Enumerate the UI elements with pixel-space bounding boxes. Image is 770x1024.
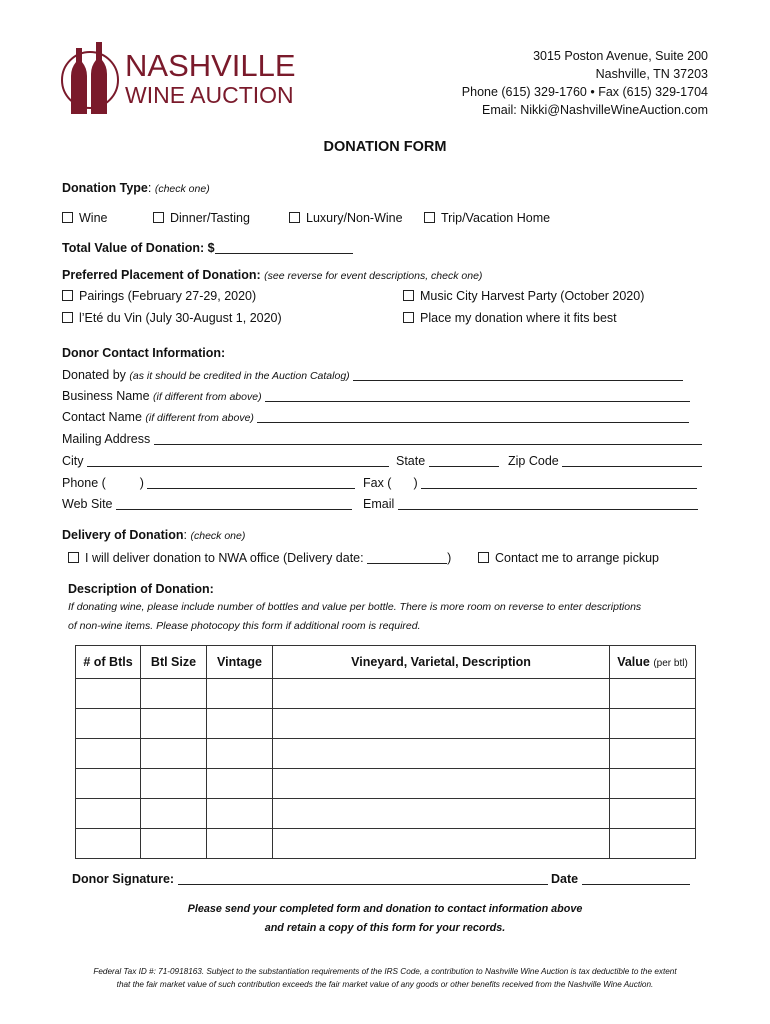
donor-signature-field[interactable]: Donor Signature: bbox=[72, 872, 548, 886]
col-header-bottle-size: Btl Size bbox=[141, 646, 207, 679]
placement-option-pairings[interactable]: Pairings (February 27-29, 2020) bbox=[62, 289, 256, 303]
table-cell[interactable] bbox=[273, 799, 610, 829]
zip-field[interactable]: Zip Code bbox=[508, 454, 702, 468]
total-value-field[interactable]: Total Value of Donation: $ bbox=[62, 241, 353, 255]
table-cell[interactable] bbox=[273, 679, 610, 709]
table-cell[interactable] bbox=[76, 709, 141, 739]
placement-option-harvest[interactable]: Music City Harvest Party (October 2020) bbox=[403, 289, 644, 303]
description-heading: Description of Donation: bbox=[68, 582, 214, 596]
tax-disclaimer: Federal Tax ID #: 71-0918163. Subject to the substantiation requirements of the IRS Code, a contribution to Nashville Wine Auction is tax deductible to the extent bbox=[93, 967, 677, 976]
state-field[interactable]: State bbox=[396, 454, 499, 468]
checkbox[interactable] bbox=[62, 290, 73, 301]
table-cell[interactable] bbox=[273, 709, 610, 739]
description-instructions: of non-wine items. Please photocopy this form if additional room is required. bbox=[68, 620, 421, 632]
col-header-vintage: Vintage bbox=[207, 646, 273, 679]
business-name-field[interactable]: Business Name (if different from above) bbox=[62, 389, 690, 403]
delivery-option-dropoff[interactable]: I will deliver donation to NWA office (Delivery date: ) bbox=[68, 551, 451, 565]
website-line[interactable] bbox=[116, 497, 352, 510]
table-cell[interactable] bbox=[207, 769, 273, 799]
table-cell[interactable] bbox=[207, 829, 273, 859]
address-line: 3015 Poston Avenue, Suite 200 bbox=[533, 49, 708, 63]
table-cell[interactable] bbox=[207, 709, 273, 739]
table-row bbox=[76, 799, 696, 829]
checkbox[interactable] bbox=[478, 552, 489, 563]
table-cell[interactable] bbox=[207, 739, 273, 769]
table-row bbox=[76, 829, 696, 859]
delivery-label: Delivery of Donation: (check one) bbox=[62, 528, 246, 542]
description-instructions: If donating wine, please include number of bottles and value per bottle. There is more room on reverse to enter descriptions bbox=[68, 601, 642, 613]
logo-name: NASHVILLE bbox=[125, 48, 296, 83]
table-cell[interactable] bbox=[273, 769, 610, 799]
table-cell[interactable] bbox=[141, 799, 207, 829]
city-line[interactable] bbox=[87, 454, 389, 467]
table-cell[interactable] bbox=[610, 829, 696, 859]
table-header-row bbox=[76, 646, 696, 679]
email-line[interactable] bbox=[398, 497, 698, 510]
closing-instructions: and retain a copy of this form for your records. bbox=[264, 922, 506, 934]
total-value-line[interactable] bbox=[215, 241, 353, 254]
table-cell[interactable] bbox=[207, 799, 273, 829]
date-line[interactable] bbox=[582, 872, 690, 885]
city-field[interactable]: City bbox=[62, 454, 389, 468]
checkbox[interactable] bbox=[153, 212, 164, 223]
mailing-address-line[interactable] bbox=[154, 432, 702, 445]
business-name-line[interactable] bbox=[265, 389, 690, 402]
donation-type-option-luxury[interactable]: Luxury/Non-Wine bbox=[289, 211, 403, 225]
contact-heading: Donor Contact Information: bbox=[62, 346, 226, 360]
table-cell[interactable] bbox=[76, 829, 141, 859]
fax-field[interactable]: Fax ( ) bbox=[363, 476, 697, 490]
contact-name-line[interactable] bbox=[257, 410, 689, 423]
table-cell[interactable] bbox=[76, 769, 141, 799]
contact-name-field[interactable]: Contact Name (if different from above) bbox=[62, 410, 689, 424]
checkbox[interactable] bbox=[62, 312, 73, 323]
table-cell[interactable] bbox=[76, 739, 141, 769]
checkbox[interactable] bbox=[403, 312, 414, 323]
donated-by-line[interactable] bbox=[353, 368, 683, 381]
address-line: Nashville, TN 37203 bbox=[595, 67, 708, 81]
donation-type-option-dinner[interactable]: Dinner/Tasting bbox=[153, 211, 250, 225]
checkbox[interactable] bbox=[424, 212, 435, 223]
table-cell[interactable] bbox=[141, 679, 207, 709]
delivery-date-line[interactable] bbox=[367, 551, 447, 564]
col-header-description: Vineyard, Varietal, Description bbox=[273, 646, 610, 679]
tax-disclaimer: that the fair market value of such contribution exceeds the fair market value of any goods or other benefits received from the Nashville Wine Auction. bbox=[116, 980, 654, 989]
donation-type-label: Donation Type: (check one) bbox=[62, 181, 210, 195]
table-cell[interactable] bbox=[610, 679, 696, 709]
logo-subtitle: WINE AUCTION bbox=[125, 82, 294, 108]
table-row bbox=[76, 769, 696, 799]
fax-line[interactable] bbox=[421, 476, 697, 489]
table-cell[interactable] bbox=[207, 679, 273, 709]
phone-line[interactable] bbox=[147, 476, 355, 489]
table-row bbox=[76, 679, 696, 709]
placement-label: Preferred Placement of Donation: (see reverse for event descriptions, check one) bbox=[62, 268, 483, 282]
table-cell[interactable] bbox=[273, 739, 610, 769]
email-line: Email: Nikki@NashvilleWineAuction.com bbox=[482, 103, 708, 117]
table-cell[interactable] bbox=[141, 769, 207, 799]
checkbox[interactable] bbox=[289, 212, 300, 223]
table-cell[interactable] bbox=[141, 739, 207, 769]
zip-line[interactable] bbox=[562, 454, 702, 467]
form-title: DONATION FORM bbox=[323, 139, 447, 155]
table-cell[interactable] bbox=[76, 679, 141, 709]
col-header-value: Value (per btl) bbox=[610, 646, 696, 679]
contact-address bbox=[462, 47, 708, 119]
delivery-option-pickup[interactable]: Contact me to arrange pickup bbox=[478, 551, 659, 565]
phone-field[interactable]: Phone ( ) bbox=[62, 476, 355, 490]
table-cell[interactable] bbox=[273, 829, 610, 859]
phone-fax-line: Phone (615) 329-1760 • Fax (615) 329-1704 bbox=[461, 85, 708, 99]
wine-bottles-icon bbox=[58, 38, 122, 118]
checkbox[interactable] bbox=[68, 552, 79, 563]
donation-type-option-trip[interactable]: Trip/Vacation Home bbox=[424, 211, 550, 225]
mailing-address-field[interactable]: Mailing Address bbox=[62, 432, 702, 446]
checkbox[interactable] bbox=[403, 290, 414, 301]
table-cell[interactable] bbox=[610, 769, 696, 799]
email-field[interactable]: Email bbox=[363, 497, 698, 511]
table-cell[interactable] bbox=[610, 709, 696, 739]
state-line[interactable] bbox=[429, 454, 499, 467]
checkbox[interactable] bbox=[62, 212, 73, 223]
date-field[interactable]: Date bbox=[551, 872, 690, 886]
closing-instructions: Please send your completed form and donation to contact information above bbox=[187, 903, 583, 915]
website-field[interactable]: Web Site bbox=[62, 497, 352, 511]
table-cell[interactable] bbox=[76, 799, 141, 829]
donation-type-option-wine[interactable]: Wine bbox=[62, 211, 107, 225]
placement-option-best-fit[interactable]: Place my donation where it fits best bbox=[403, 311, 617, 325]
table-cell[interactable] bbox=[141, 829, 207, 859]
donation-items-table bbox=[75, 645, 696, 859]
table-row bbox=[76, 739, 696, 769]
table-cell[interactable] bbox=[610, 799, 696, 829]
placement-option-ete-du-vin[interactable]: l’Eté du Vin (July 30-August 1, 2020) bbox=[62, 311, 282, 325]
table-cell[interactable] bbox=[141, 709, 207, 739]
col-header-bottles: # of Btls bbox=[76, 646, 141, 679]
donated-by-field[interactable]: Donated by (as it should be credited in the Auction Catalog) bbox=[62, 368, 683, 382]
table-cell[interactable] bbox=[610, 739, 696, 769]
signature-line[interactable] bbox=[178, 872, 548, 885]
table-row bbox=[76, 709, 696, 739]
